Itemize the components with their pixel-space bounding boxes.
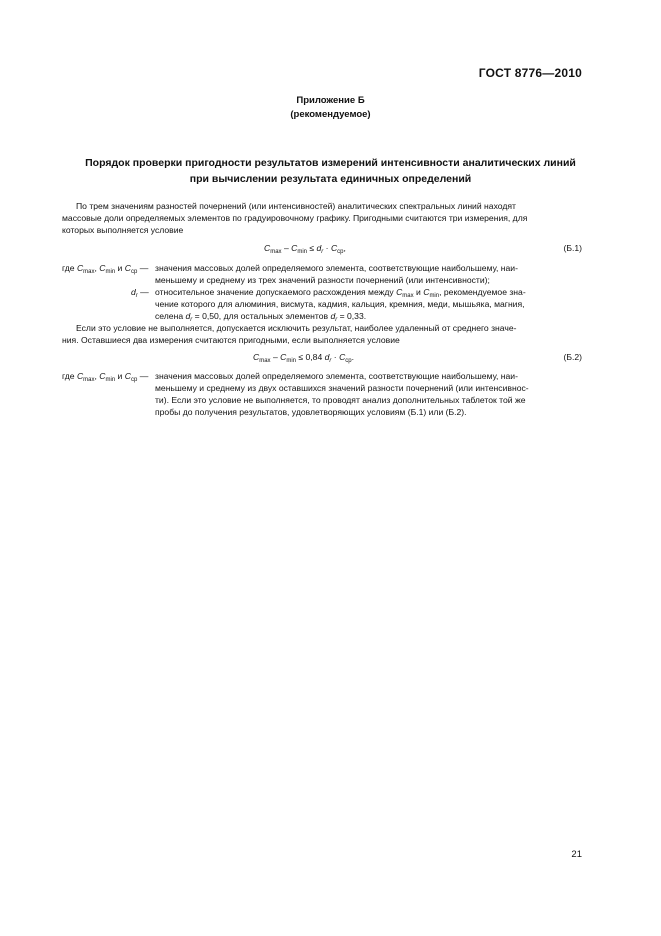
page-number: 21 — [571, 849, 582, 860]
where2-line-3: ти). Если это условие не выполняется, то проводят анализ дополнительных таблеток той же — [155, 395, 526, 405]
intro-line-2: массовые доли определяемых элементов по градуировочному графику. Пригодными считаются три измерения, для — [62, 213, 528, 223]
section-title-line-2: при вычислении результата единичных определений — [189, 173, 472, 185]
fail-line-1: Если это условие не выполняется, допускается исключить результат, наиболее удаленный от среднего значе- — [76, 323, 517, 333]
dr-line-2: чение которого для алюминия, висмута, кадмия, кальция, кремния, меди, мышьяка, магния, — [155, 299, 525, 309]
appendix-status: (рекомендуемое) — [290, 109, 371, 120]
section-title-line-1: Порядок проверки пригодности результатов измерений интенсивности аналитических линий — [85, 157, 576, 169]
dr-line-3: селена $d_r = 0,50$, для остальных элементов $d_r = 0,33$. — [155, 311, 367, 323]
where1-symbols: где $C_{max}$, $C_{min}$ и $C_{ср}$ — — [62, 263, 149, 275]
dr-line-1: относительное значение допускаемого расхождения между $C_{max}$ и $C_{min}$, рекомендуемое зна- — [155, 287, 526, 299]
section-title — [40, 155, 621, 187]
intro-line-3: которых выполняется условие — [62, 225, 184, 235]
equation-b2-number: (Б.2) — [563, 352, 582, 362]
where2-line-1: значения массовых долей определяемого элемента, соответствующие наибольшему, наи- — [155, 371, 518, 381]
where1-line-1: значения массовых долей определяемого элемента, соответствующие наибольшему, наи- — [155, 263, 518, 273]
where2-symbols: где $C_{max}$, $C_{min}$ и $C_{ср}$ — — [62, 371, 149, 383]
equation-b1: $C_{max} - C_{min} \le d_r \cdot C_{ср}$, — [264, 243, 346, 255]
standard-designation: ГОСТ 8776—2010 — [478, 66, 582, 80]
equation-b1-number: (Б.1) — [563, 243, 582, 253]
equation-b2: $C_{max} - C_{min} \le 0,84$ $d_r \cdot C_{ср}$. — [253, 352, 355, 364]
intro-line-1: По трем значениям разностей почернений (или интенсивностей) аналитических спектральных линий находят — [76, 201, 516, 211]
fail-line-2: ния. Оставшиеся два измерения считаются пригодными, если выполняется условие — [62, 335, 400, 345]
where2-line-2: меньшему и среднему из двух оставшихся значений разности почернений (или интенсивнос- — [155, 383, 529, 393]
where2-line-4: пробы до получения результатов, удовлетворяющих условиям (Б.1) или (Б.2). — [155, 407, 467, 417]
appendix-title: Приложение Б — [296, 95, 365, 106]
dr-symbol: $d_r$ — — [131, 287, 149, 299]
where1-line-2: меньшему и среднему из трех значений разности почернений (или интенсивности); — [155, 275, 490, 285]
